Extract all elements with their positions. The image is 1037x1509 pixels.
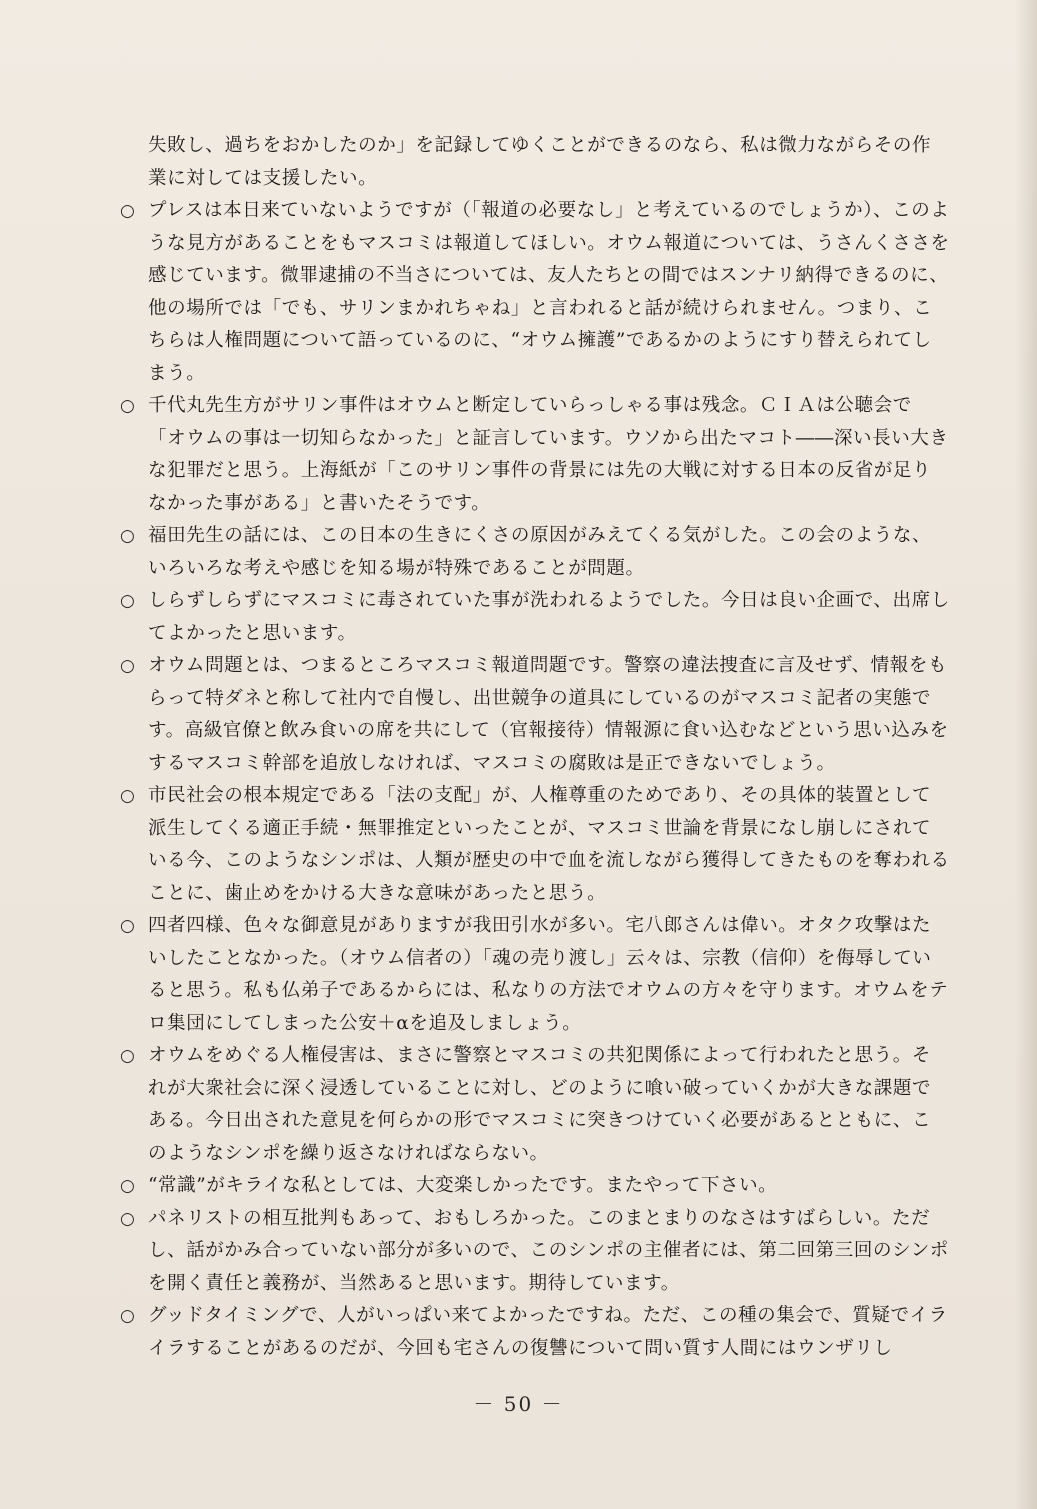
comment-item	[120, 195, 950, 390]
comment-text: “常識”がキライな私としては、大変楽しかったです。またやって下さい。	[148, 1175, 778, 1196]
comment-item	[120, 520, 950, 585]
comment-item	[120, 390, 950, 520]
comment-text: 千代丸先生方がサリン事件はオウムと断定していらっしゃる事は残念。ＣＩＡは公聴会で「オウムの事は一切知らなかった」と証言しています。ウソから出たマコト――深い長い大きな犯罪だと思う。上海紙が「このサリン事件の背景には先の大戦に対する日本の反省が足りなかった事がある」と書いたそうです。	[148, 395, 949, 514]
comment-item	[120, 1203, 950, 1301]
comment-text: プレスは本日来ていないようですが（「報道の必要なし」と考えているのでしょうか）、このような見方があることをもマスコミは報道してほしい。オウム報道については、うさんくささを感じています。微罪逮捕の不当さについては、友人たちとの間ではスンナリ納得できるのに、他の場所では「でも、サリンまかれちゃね」と言われると話が続けられません。つまり、こちらは人権問題について語っているのに、“オウム擁護”であるかのようにすり替えられてしまう。	[148, 200, 950, 384]
comment-text: オウム問題とは、つまるところマスコミ報道問題です。警察の違法捜査に言及せず、情報をもらって特ダネと称して社内で自慢し、出世競争の道具にしているのがマスコミ記者の実態です。高級官僚と飲み食いの席を共にして（官報接待）情報源に食い込むなどという思い込みをするマスコミ幹部を追放しなければ、マスコミの腐敗は是正できないでしょう。	[148, 655, 949, 774]
comment-text: 市民社会の根本規定である「法の支配」が、人権尊重のためであり、その具体的装置として派生してくる適正手続・無罪推定といったことが、マスコミ世論を背景になし崩しにされている今、このようなシンポは、人類が歴史の中で血を流しながら獲得してきたものを奪われることに、歯止めをかける大きな意味があったと思う。	[148, 785, 950, 904]
page-number: － 50 －	[473, 1392, 564, 1416]
comment-text: 四者四様、色々な御意見がありますが我田引水が多い。宅八郎さんは偉い。オタク攻撃はたいしたことなかった。（オウム信者の）「魂の売り渡し」云々は、宗教（信仰）を侮辱していると思う。私も仏弟子であるからには、私なりの方法でオウムの方々を守ります。オウムをテロ集団にしてしまった公安＋αを追及しましょう。	[148, 915, 949, 1034]
circle-bullet-icon: ○	[120, 1306, 136, 1326]
comment-text: オウムをめぐる人権侵害は、まさに警察とマスコミの共犯関係によって行われたと思う。それが大衆社会に深く浸透していることに対し、どのように喰い破っていくかが大きな課題である。今日出された意見を何らかの形でマスコミに突きつけていく必要があるとともに、このようなシンポを繰り返さなければならない。	[148, 1045, 932, 1164]
page-edge-shadow	[1015, 0, 1037, 1509]
circle-bullet-icon: ○	[120, 1208, 136, 1229]
circle-bullet-icon: ○	[120, 396, 136, 416]
lead-paragraph: 失敗し、過ちをおかしたのか」を記録してゆくことができるのなら、私は微力ながらその作業に対しては支援したい。	[148, 135, 932, 189]
circle-bullet-icon: ○	[120, 786, 136, 806]
circle-bullet-icon: ○	[120, 1176, 136, 1196]
comment-item	[120, 910, 950, 1040]
comment-item	[120, 780, 950, 910]
comment-text: パネリストの相互批判もあって、おもしろかった。このまとまりのなさはすばらしい。ただし、話がかみ合っていない部分が多いので、このシンポの主催者には、第二回第三回のシンポを開く責任と義務が、当然あると思います。期待しています。	[148, 1207, 949, 1294]
circle-bullet-icon: ○	[120, 591, 136, 611]
circle-bullet-icon: ○	[120, 201, 136, 221]
circle-bullet-icon: ○	[120, 916, 136, 936]
circle-bullet-icon: ○	[120, 656, 136, 676]
comment-item	[120, 1170, 950, 1203]
comment-item	[120, 1300, 950, 1365]
body-text	[120, 130, 950, 1365]
circle-bullet-icon: ○	[120, 1046, 136, 1066]
circle-bullet-icon: ○	[120, 526, 136, 546]
comment-text: グッドタイミングで、人がいっぱい来てよかったですね。ただ、この種の集会で、質疑でイライラすることがあるのだが、今回も宅さんの復讐について問い質す人間にはウンザリし	[148, 1305, 948, 1359]
comment-item	[120, 1040, 950, 1170]
comment-item	[120, 585, 950, 650]
comment-text: 福田先生の話には、この日本の生きにくさの原因がみえてくる気がした。この会のような、いろいろな考えや感じを知る場が特殊であることが問題。	[148, 525, 932, 579]
comment-text: しらずしらずにマスコミに毒されていた事が洗われるようでした。今日は良い企画で、出席してよかったと思います。	[148, 590, 950, 644]
comment-item	[120, 650, 950, 780]
